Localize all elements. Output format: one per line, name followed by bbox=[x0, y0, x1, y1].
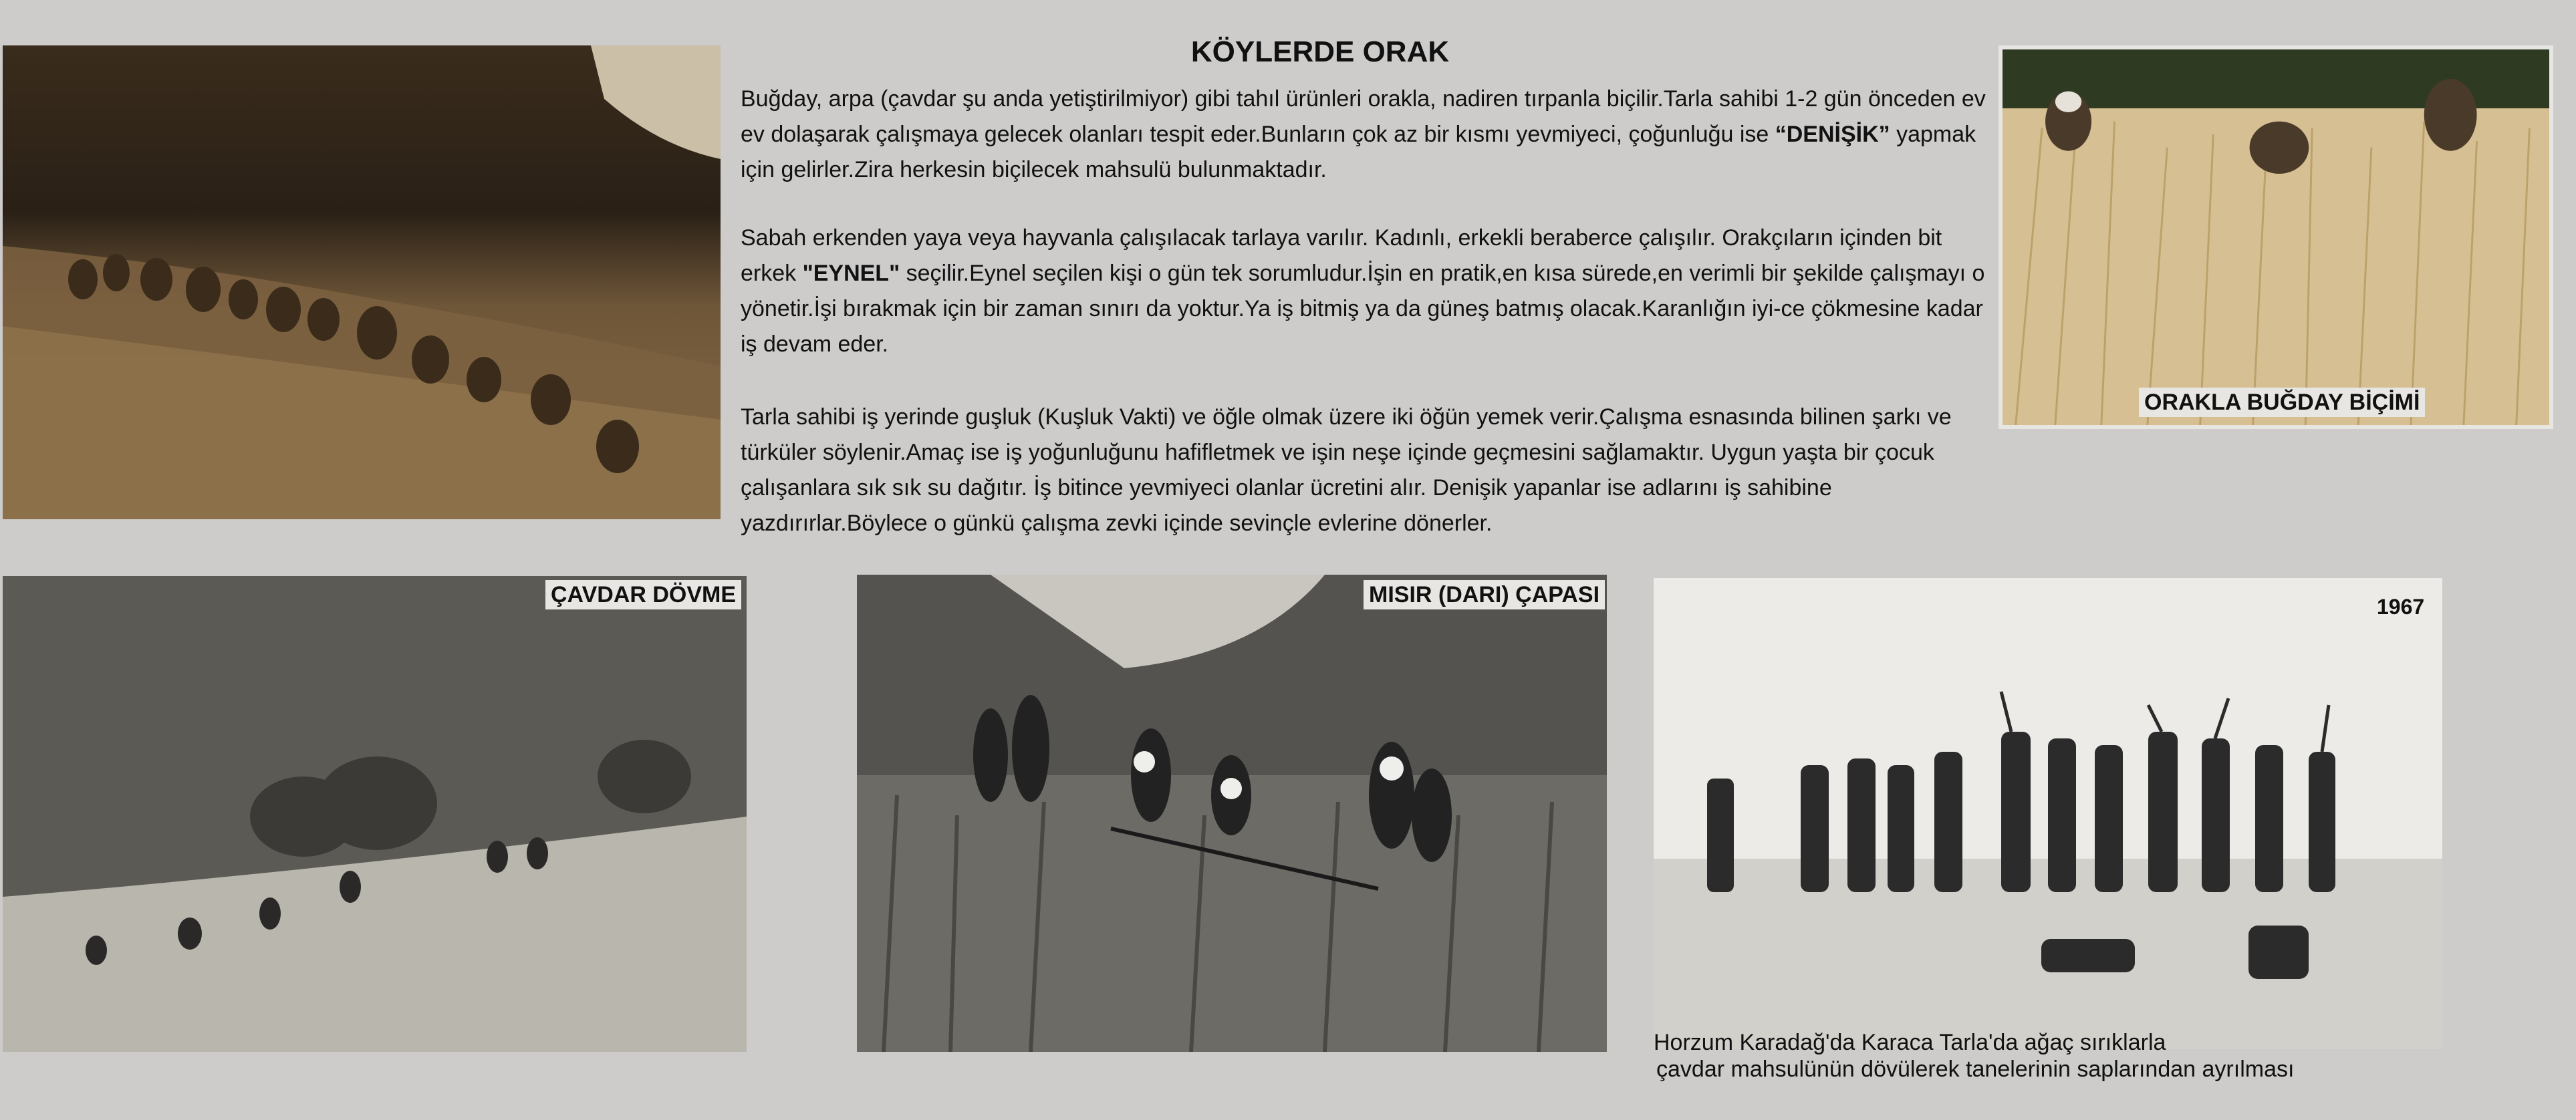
wheat-harvest-caption: ORAKLA BUĞDAY BİÇİMİ bbox=[2139, 388, 2425, 417]
year-label: 1967 bbox=[2377, 595, 2425, 619]
corn-hoeing-caption: MISIR (DARI) ÇAPASI bbox=[1364, 580, 1605, 609]
denisik-term: “DENİŞİK” bbox=[1775, 122, 1890, 147]
rye-threshing-caption: ÇAVDAR DÖVME bbox=[545, 580, 741, 609]
paragraph-2 bbox=[741, 221, 1997, 362]
eynel-term: "EYNEL" bbox=[802, 261, 900, 286]
wheat-field-photo bbox=[1999, 45, 2553, 429]
paragraph-1-text-b: yapmak için gelirler.Zira herkesin biçilecek mahsulü bulunmaktadır. bbox=[741, 122, 1976, 182]
paragraph-1 bbox=[741, 82, 1997, 188]
paragraph-3: Tarla sahibi iş yerinde guşluk (Kuşluk Vakti) ve öğle olmak üzere iki öğün yemek verir.Çalışma esnasında bilinen şarkı ve türküler söylenir.Amaç ise iş yoğunluğunu hafifletmek ve işin neşe içinde geçmesini sağlamaktır. Uygun yaşta bir çocuk çalışanlara sık sık su dağıtır. İş bitince yevmiyeci olanlar ücretini alır. Denişik yapanlar ise adlarını iş sahibine yazdırırlar.Böylece o günkü çalışma zevki içinde sevinçle evlerine dönerler. bbox=[741, 404, 1952, 536]
photo-1967-description-line2: çavdar mahsulünün dövülerek tanelerinin saplarından ayrılması bbox=[1656, 1057, 2295, 1082]
harvest-hillside-photo bbox=[3, 45, 721, 519]
corn-hoeing-photo bbox=[857, 575, 1607, 1052]
paragraph-2-text-b: seçilir.Eynel seçilen kişi o gün tek sorumludur.İşin en pratik,en kısa sürede,en verimli bir şekilde çalışmayı o yönetir.İşi bırakmak için bir zaman sınırı da yoktur.Ya iş bitmiş ya da güneş batmış olacak.Karanlığın iyi-ce çökmesine kadar iş devam eder. bbox=[741, 261, 1985, 357]
rye-threshing-photo bbox=[3, 576, 747, 1052]
photo-1967-description-line1: Horzum Karadağ'da Karaca Tarla'da ağaç sırıklarla bbox=[1654, 1030, 2166, 1055]
paragraph-1-text-a: Buğday, arpa (çavdar şu anda yetiştirilmiyor) gibi tahıl ürünleri orakla, nadiren tırpanla biçilir.Tarla sahibi 1-2 gün önceden ev ev dolaşarak çalışmaya gelecek olanları tespit eder.Bunların çok az bir kısmı yevmiyeci, çoğunluğu ise bbox=[741, 86, 1986, 147]
page-title: KÖYLERDE ORAK bbox=[1190, 35, 1450, 68]
photo-1967-description bbox=[1654, 1029, 2294, 1083]
paragraph-2-text-a: Sabah erkenden yaya veya hayvanla çalışılacak tarlaya varılır. Kadınlı, erkekli beraberce çalışılır. Orakçıların içinden bit erkek bbox=[741, 225, 1942, 286]
group-1967-photo bbox=[1654, 578, 2442, 1049]
